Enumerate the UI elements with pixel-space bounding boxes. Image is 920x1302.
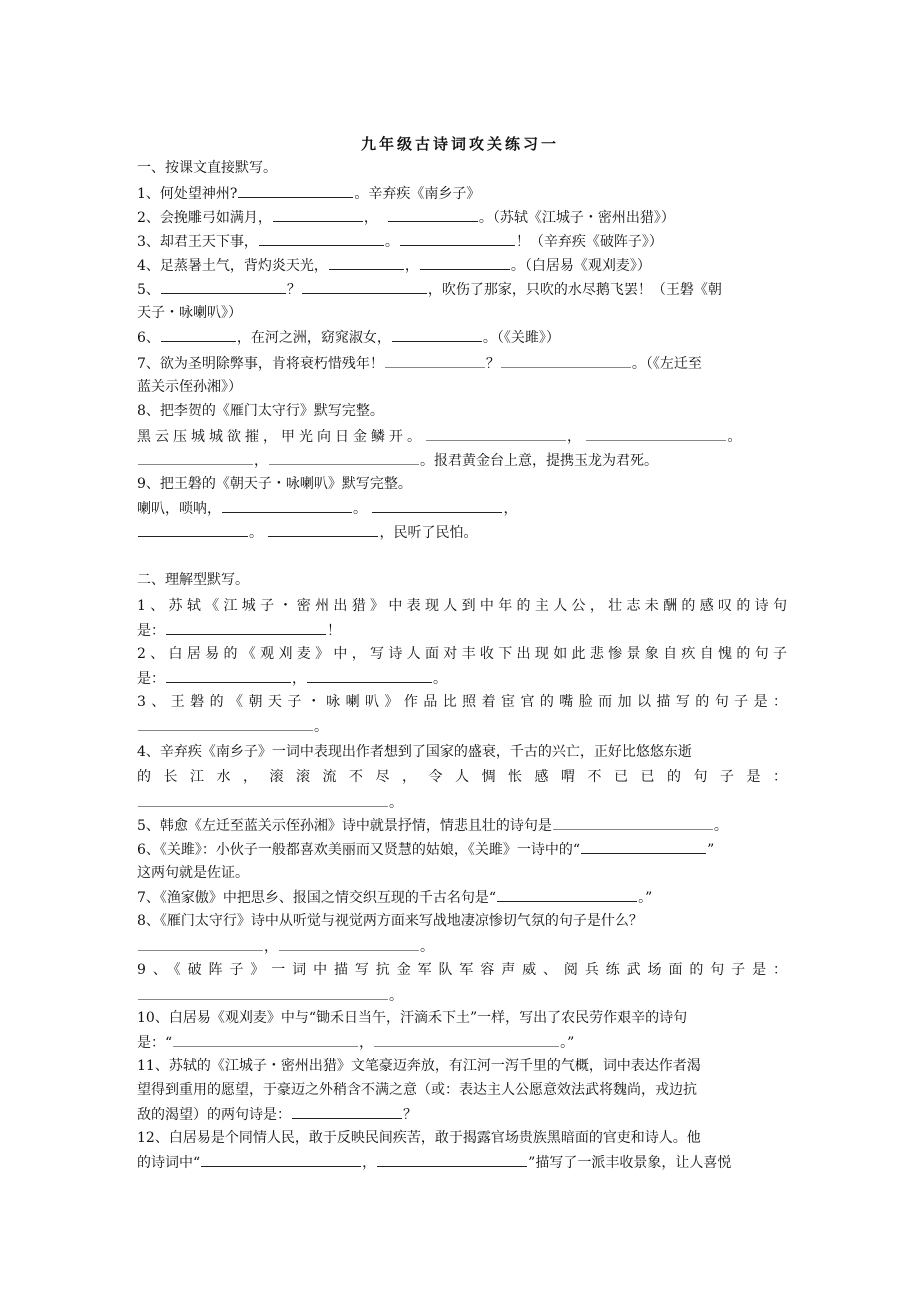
s2-q10: 10、白居易《观刈麦》中与“锄禾日当午，汗滴禾下土”一样，写出了农民劳作艰辛的诗句 bbox=[137, 1010, 688, 1026]
answer-blank[interactable] bbox=[377, 1152, 527, 1167]
answer-blank[interactable] bbox=[269, 450, 419, 465]
s1-q8: 8、把李贺的《雁门太守行》默写完整。 bbox=[137, 403, 384, 419]
s1-q9-line2 bbox=[137, 522, 787, 543]
text: 。 bbox=[249, 525, 263, 541]
text: ，在河之洲，窈窕淑女， bbox=[236, 330, 391, 346]
answer-blank[interactable] bbox=[138, 716, 313, 731]
text: ， bbox=[264, 939, 278, 955]
s2-q8: 8、《雁门太守行》诗中从听觉与视觉两方面来写战地凄凉惨切气氛的句子是什么？ bbox=[137, 913, 643, 929]
text: 6、《关雎》：小伙子一般都喜欢美丽而又贤慧的姑娘，《关雎》一诗中的“ bbox=[137, 842, 581, 858]
s2-q10-cont bbox=[137, 1032, 787, 1053]
text: 1、何处望神州? bbox=[137, 186, 238, 202]
text: 。报君黄金台上意，提携玉龙为君死。 bbox=[420, 453, 658, 469]
answer-blank[interactable] bbox=[279, 936, 419, 951]
s2-q7 bbox=[137, 887, 787, 908]
text: 是： bbox=[137, 623, 165, 639]
text: ”描写了一派丰收景象，让人喜悦 bbox=[528, 1155, 732, 1171]
s1-q3 bbox=[137, 231, 787, 252]
section2-heading: 二、理解型默写。 bbox=[137, 572, 249, 588]
text: 的诗词中“ bbox=[137, 1155, 201, 1171]
answer-blank[interactable] bbox=[426, 426, 566, 441]
text: 4、足蒸暑土气，背灼炎天光， bbox=[137, 258, 328, 274]
text: 。（苏轼《江城子・密州出猎》） bbox=[478, 210, 675, 226]
s2-q4-line2: 的长江水，滚滚流不尽，令人惆怅感喟不已已的句子是： bbox=[137, 769, 787, 785]
text: 是： bbox=[137, 671, 165, 687]
text: 。（白居易《观刈麦》） bbox=[510, 258, 651, 274]
text: 。” bbox=[560, 1035, 575, 1051]
s1-q9: 9、把王磐的《朝天子・咏喇叭》默写完整。 bbox=[137, 476, 412, 492]
text: ， bbox=[503, 501, 518, 517]
text: 。 bbox=[389, 795, 403, 811]
text: 喇叭，唢呐， bbox=[137, 501, 221, 517]
text: ， bbox=[359, 1035, 374, 1051]
s2-q1-cont bbox=[137, 620, 787, 641]
text: 黑云压城城欲摧，甲光向日金鳞开。 bbox=[137, 429, 425, 445]
text: 。辛弃疾《南乡子》 bbox=[354, 186, 481, 202]
text: ” bbox=[707, 842, 715, 858]
answer-blank[interactable] bbox=[138, 522, 248, 537]
answer-blank[interactable] bbox=[385, 353, 485, 368]
text: 敌的渴望）的两句诗是： bbox=[137, 1107, 291, 1123]
s2-q4: 4、辛弃疾《南乡子》一词中表现出作者想到了国家的盛衰，千古的兴亡，正好比悠悠东逝 bbox=[137, 744, 692, 760]
text: 。 bbox=[353, 501, 367, 517]
text: ， bbox=[363, 210, 378, 226]
answer-blank[interactable] bbox=[302, 279, 427, 294]
text: ？ bbox=[485, 356, 500, 372]
text: 5、韩愈《左迁至蓝关示侄孙湘》诗中就景抒情，情悲且壮的诗句是 bbox=[137, 818, 552, 834]
s2-q6 bbox=[137, 839, 787, 860]
text: 。 bbox=[384, 234, 399, 250]
s2-q11: 11、苏轼的《江城子・密州出猎》文笔豪迈奔放，有江河一泻千里的气概，词中表达作者渴 bbox=[137, 1058, 701, 1074]
answer-blank[interactable] bbox=[259, 231, 384, 246]
text: 6、 bbox=[137, 330, 160, 346]
s1-q6 bbox=[137, 327, 787, 348]
s2-q8-cont bbox=[137, 936, 787, 957]
text: 。 bbox=[314, 719, 328, 735]
answer-blank[interactable] bbox=[497, 887, 637, 902]
s1-q4 bbox=[137, 255, 787, 276]
text: 是：“ bbox=[137, 1035, 173, 1051]
answer-blank[interactable] bbox=[392, 327, 482, 342]
s1-q2 bbox=[137, 207, 787, 228]
text: ， bbox=[292, 671, 306, 687]
s2-q2: 2、白居易的《观刈麦》中，写诗人面对丰收下出现如此悲惨景象自疚自愧的句子 bbox=[137, 646, 787, 662]
text: 7、欲为圣明除弊事，肯将衰朽惜残年！ bbox=[137, 356, 384, 372]
text: 。 bbox=[389, 988, 403, 1004]
s2-q9-cont bbox=[137, 985, 787, 1006]
text: ？ bbox=[403, 1107, 417, 1123]
s2-q4-cont bbox=[137, 792, 787, 813]
text: 7、《渔家傲》中把思乡、报国之情交织互现的千古名句是“ bbox=[137, 890, 497, 906]
answer-blank[interactable] bbox=[400, 231, 515, 246]
s2-q5 bbox=[137, 815, 787, 836]
s1-q1 bbox=[137, 183, 787, 204]
text: ， bbox=[567, 429, 581, 445]
text: ！（辛弃疾《破阵子》） bbox=[515, 234, 663, 250]
answer-blank[interactable] bbox=[173, 1032, 358, 1047]
s2-q12-cont bbox=[137, 1152, 787, 1173]
section1-heading: 一、按课文直接默写。 bbox=[137, 160, 277, 176]
s1-q5 bbox=[137, 279, 787, 300]
text: ！ bbox=[327, 623, 341, 639]
text: ，吹伤了那家，只吹的水尽鹅飞罢！（王磐《朝 bbox=[427, 282, 722, 298]
answer-blank[interactable] bbox=[273, 207, 363, 222]
answer-blank[interactable] bbox=[268, 522, 378, 537]
text: ？ bbox=[286, 282, 301, 298]
page-title: 九年级古诗词攻关练习一 bbox=[360, 135, 559, 153]
s1-q9-line1 bbox=[137, 498, 787, 519]
text: 。（《左迁至 bbox=[631, 356, 702, 372]
text: 2、会挽雕弓如满月， bbox=[137, 210, 272, 226]
s1-q8-line1 bbox=[137, 426, 787, 447]
answer-blank[interactable] bbox=[388, 207, 478, 222]
answer-blank[interactable] bbox=[166, 668, 291, 683]
answer-blank[interactable] bbox=[222, 498, 352, 513]
s2-q1: 1、苏轼《江城子・密州出猎》中表现人到中年的主人公，壮志未酬的感叹的诗句 bbox=[137, 598, 787, 614]
text: ， bbox=[404, 258, 419, 274]
text: 。 bbox=[420, 939, 434, 955]
answer-blank[interactable] bbox=[161, 279, 286, 294]
s2-q12: 12、白居易是个同情人民，敢于反映民间疾苦，敢于揭露官场贵族黑暗面的官吏和诗人。他 bbox=[137, 1130, 701, 1146]
answer-blank[interactable] bbox=[292, 1104, 402, 1119]
s2-q2-cont bbox=[137, 668, 787, 689]
answer-blank[interactable] bbox=[201, 1152, 361, 1167]
text: 。” bbox=[638, 890, 653, 906]
text: 。 bbox=[433, 671, 447, 687]
answer-blank[interactable] bbox=[161, 327, 236, 342]
text: 。 bbox=[727, 429, 742, 445]
s2-q3-cont bbox=[137, 716, 787, 737]
text: ， bbox=[254, 453, 268, 469]
s2-q9: 9、《破阵子》一词中描写抗金军队军容声威、阅兵练武场面的句子是： bbox=[137, 962, 787, 978]
answer-blank[interactable] bbox=[501, 353, 631, 368]
s1-q7-cont: 蓝关示侄孙湘》） bbox=[137, 379, 242, 395]
answer-blank[interactable] bbox=[138, 450, 253, 465]
text: 。 bbox=[713, 818, 728, 834]
s1-q7 bbox=[137, 353, 787, 374]
s2-q11-cont bbox=[137, 1104, 787, 1125]
answer-blank[interactable] bbox=[166, 620, 326, 635]
answer-blank[interactable] bbox=[138, 985, 388, 1000]
s2-q6-cont: 这两句就是佐证。 bbox=[137, 865, 249, 881]
answer-blank[interactable] bbox=[307, 668, 432, 683]
answer-blank[interactable] bbox=[586, 426, 726, 441]
answer-blank[interactable] bbox=[420, 255, 510, 270]
s2-q3: 3、王磐的《朝天子・咏喇叭》作品比照着宦官的嘴脸而加以描写的句子是： bbox=[137, 694, 787, 710]
text: 5、 bbox=[137, 282, 160, 298]
answer-blank[interactable] bbox=[553, 815, 713, 830]
answer-blank[interactable] bbox=[138, 936, 263, 951]
text: ，民听了民怕。 bbox=[379, 525, 478, 541]
text: 。（《关雎》） bbox=[482, 330, 560, 346]
answer-blank[interactable] bbox=[138, 792, 388, 807]
s1-q8-line2 bbox=[137, 450, 787, 471]
s1-q5-cont: 天子・咏喇叭》） bbox=[137, 305, 242, 321]
answer-blank[interactable] bbox=[238, 183, 353, 198]
text: 3、却君王天下事， bbox=[137, 234, 258, 250]
s2-q11-line2: 望得到重用的愿望，于豪迈之外稍含不满之意（或：表达主人公愿意效法武将魏尚，戎边抗 bbox=[137, 1082, 697, 1098]
answer-blank[interactable] bbox=[581, 839, 706, 854]
answer-blank[interactable] bbox=[329, 255, 404, 270]
text: ， bbox=[362, 1155, 377, 1171]
answer-blank[interactable] bbox=[372, 498, 502, 513]
answer-blank[interactable] bbox=[374, 1032, 559, 1047]
